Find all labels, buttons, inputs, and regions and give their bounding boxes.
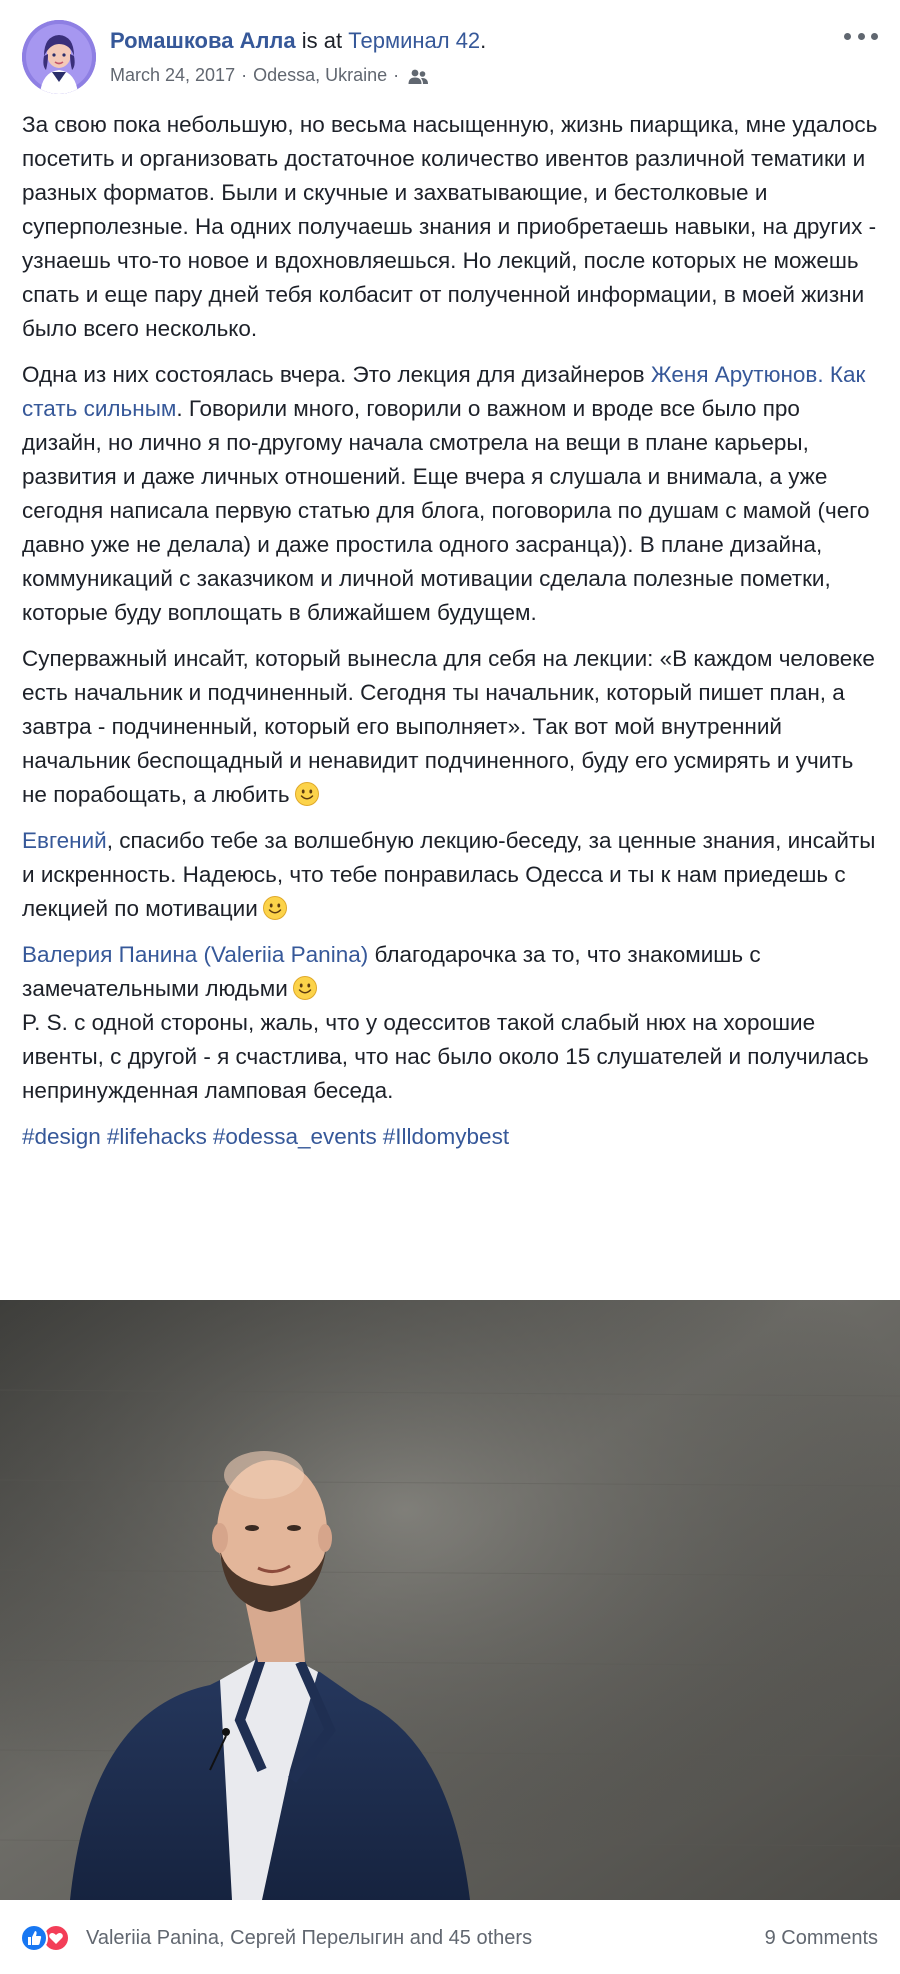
separator-dot: · xyxy=(241,65,248,85)
post-paragraph-6: P. S. с одной стороны, жаль, что у одесситов такой слабый нюх на хорошие ивенты, с другой - я счастлива, что нас было около 15 слушателей и получилась непринужденная ламповая беседа. xyxy=(22,1010,869,1103)
smile-icon xyxy=(294,781,320,807)
post-footer xyxy=(0,1900,900,1974)
hashtag-link[interactable]: #lifehacks xyxy=(106,1124,207,1149)
avatar-icon[interactable] xyxy=(22,20,96,94)
more-dot xyxy=(844,33,851,40)
more-dot xyxy=(858,33,865,40)
post-subtitle-line xyxy=(110,61,830,89)
more-options-icon[interactable] xyxy=(844,24,878,48)
post-paragraph-2 xyxy=(22,358,880,630)
more-dot xyxy=(871,33,878,40)
friends-icon[interactable] xyxy=(407,66,429,84)
hashtag-link[interactable]: #design xyxy=(22,1124,101,1149)
location-link[interactable]: Odessa, Ukraine xyxy=(253,65,388,85)
lecture-link[interactable]: Женя Арутюнов. Как стать сильным xyxy=(22,362,866,421)
hashtag-link[interactable]: #odessa_events xyxy=(212,1124,377,1149)
paragraph-5-text: благодарочка за то, что знакомишь с замечательными людьми xyxy=(22,942,761,1001)
post-meta xyxy=(110,26,830,89)
paragraph-4-text: , спасибо тебе за волшебную лекцию-беседу, за ценные знания, инсайты и искренность. Надеюсь, что тебе понравилась Одесса и ты к нам приедешь с лекцией по мотивации xyxy=(22,828,876,921)
post-header xyxy=(22,20,878,96)
post-body xyxy=(22,108,880,1154)
place-link[interactable]: Терминал 42 xyxy=(348,28,481,53)
paragraph-2-end: . Говорили много, говорили о важном и вроде все было про дизайн, но лично я по-другому начала смотрела на вещи в плане карьеры, развития и даже личных отношений. Еще вчера я слушала и внимала, а уже сегодня написала первую статью для блога, поговорила по душам с мамой (чего давно уже не делала) и даже простила одного засранца)). В плане дизайна, коммуникаций с заказчиком и личной мотивации сделала полезные пометки, которые буду воплощать в ближайшем будущем. xyxy=(22,396,870,625)
reactors-link[interactable]: Valeriia Panina, Сергей Перелыгин and 45 others xyxy=(86,1927,533,1949)
like-icon xyxy=(20,1924,48,1952)
post-paragraph-4 xyxy=(22,824,880,926)
post-paragraph-5 xyxy=(22,938,880,1006)
comments-count-link[interactable]: 9 Comments xyxy=(764,1927,878,1949)
post-paragraph-1: За свою пока небольшую, но весьма насыщенную, жизнь пиарщика, мне удалось посетить и организовать достаточное количество ивентов различной тематики и разных форматов. Были и скучные и захватывающие, и бестолковые и суперполезные. На одних получаешь знания и приобретаешь навыки, на других - узнаешь что-то новое и вдохновляешься. Но лекций, после которых не можешь спать и еще пару дней тебя колбасит от полученной информации, в моей жизни было всего несколько. xyxy=(22,112,878,341)
evgeniy-mention-link[interactable]: Евгений xyxy=(22,828,107,853)
title-period: . xyxy=(480,28,487,53)
separator-dot-2: · xyxy=(393,65,400,85)
paragraph-2-start: Одна из них состоялась вчера. Это лекция для дизайнеров xyxy=(22,362,651,387)
author-name-link[interactable]: Ромашкова Алла xyxy=(110,28,296,53)
post-date-link[interactable]: March 24, 2017 xyxy=(110,65,236,85)
is-at-text: is at xyxy=(301,28,343,53)
post-paragraph-3 xyxy=(22,642,880,812)
post-title-line xyxy=(110,26,830,56)
smile-icon xyxy=(292,975,318,1001)
smile-icon xyxy=(262,895,288,921)
hashtags xyxy=(22,1120,880,1154)
valeriia-mention-link[interactable]: Валерия Панина (Valeriia Panina) xyxy=(22,942,369,967)
reaction-icons[interactable] xyxy=(20,1924,80,1952)
post-photo[interactable] xyxy=(0,1300,900,1900)
paragraph-3-text: Суперважный инсайт, который вынесла для себя на лекции: «В каждом человеке есть начальник и подчиненный. Сегодня ты начальник, который пишет план, а завтра - подчиненный, который его выполняет». Так вот мой внутренний начальник беспощадный и ненавидит подчиненного, буду его усмирять и учить не порабощать, а любить xyxy=(22,646,875,807)
hashtag-link[interactable]: #Illdomybest xyxy=(382,1124,510,1149)
